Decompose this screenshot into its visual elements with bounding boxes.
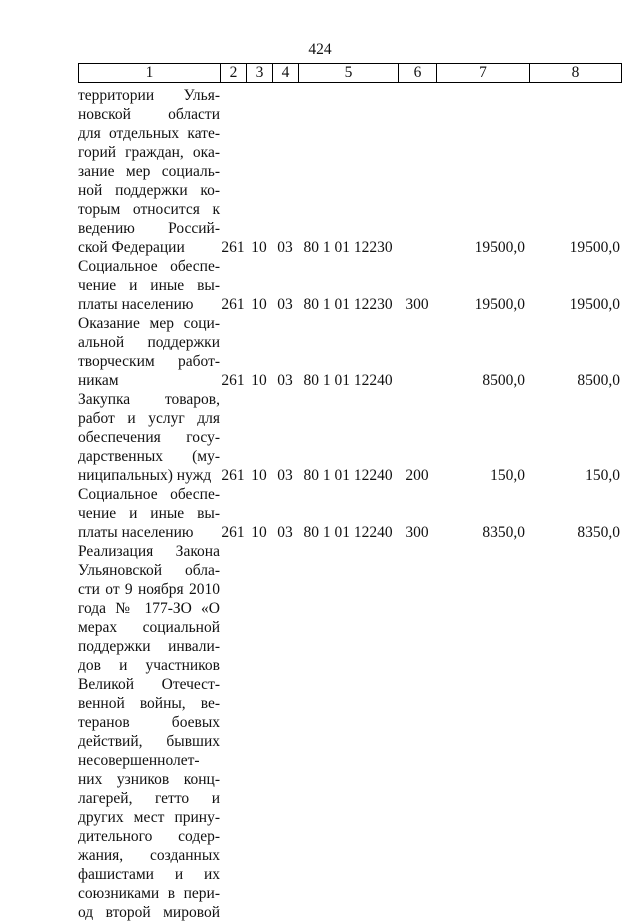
cell-col-6: 200 (405, 467, 429, 484)
column-header-2: 2 (221, 64, 247, 82)
description-line: Оказание мер соци- (78, 315, 220, 332)
column-header-7: 7 (437, 64, 530, 82)
table-row (78, 485, 622, 542)
cell-col-2 (220, 903, 246, 922)
row-description (78, 257, 220, 314)
cell-col-8: 19500,0 (569, 296, 620, 313)
description-line: зание мер социаль- (78, 163, 220, 180)
description-line: Реализация Закона (78, 543, 220, 560)
cell-col-6 (398, 903, 436, 922)
cell-col-8: 8500,0 (577, 372, 620, 389)
cell-col-2: 261 (221, 296, 245, 313)
cell-col-4: 03 (277, 372, 293, 389)
cell-col-6 (398, 238, 436, 257)
cell-col-7 (436, 903, 529, 922)
cell-col-8: 8350,0 (577, 524, 620, 541)
cell-col-7: 8500,0 (482, 372, 525, 389)
description-line: обеспечения госу- (78, 429, 220, 446)
column-header-6: 6 (399, 64, 437, 82)
cell-col-3: 10 (251, 239, 267, 256)
description-line: Социальное обеспе- (78, 486, 220, 503)
cell-col-8: 19500,0 (569, 239, 620, 256)
description-line: теранов боевых (78, 714, 220, 731)
cell-col-7: 19500,0 (474, 296, 525, 313)
description-line: Ульяновской обла- (78, 562, 220, 579)
description-line: Великой Отечест- (78, 676, 220, 693)
description-line: территории Улья- (78, 87, 220, 104)
cell-col-4: 03 (277, 296, 293, 313)
cell-col-2: 261 (221, 467, 245, 484)
description-line: для отдельных кате- (78, 125, 220, 142)
cell-col-6 (398, 371, 436, 390)
row-description (78, 485, 220, 542)
cell-col-4: 03 (277, 239, 293, 256)
description-line: ведению Россий- (78, 220, 220, 237)
description-line: творческим работ- (78, 353, 220, 370)
description-line: несовершеннолет- (78, 752, 200, 769)
description-line: ной поддержки ко- (78, 182, 220, 199)
description-line: чение и иные вы- (78, 277, 220, 294)
description-line: Социальное обеспе- (78, 258, 220, 275)
description-line: венной войны, ве- (78, 695, 220, 712)
table-row (78, 257, 622, 314)
cell-col-3: 10 (251, 524, 267, 541)
cell-col-6: 300 (405, 524, 429, 541)
cell-col-5: 80 1 01 12240 (303, 467, 393, 484)
description-line: торым относится к (78, 201, 220, 218)
row-description (78, 390, 220, 485)
description-line: союзниками в пери- (78, 885, 220, 902)
description-line: дительного содер- (78, 828, 220, 845)
row-description (78, 314, 220, 390)
cell-col-4: 03 (277, 524, 293, 541)
description-line: дов и участников (78, 657, 220, 674)
description-line: поддержки инвали- (78, 638, 220, 655)
description-line: них узников конц- (78, 771, 220, 788)
cell-col-2: 261 (221, 372, 245, 389)
description-line: горий граждан, ока- (78, 144, 220, 161)
description-line: платы населению (78, 524, 194, 541)
description-line: никам (78, 372, 119, 389)
cell-col-7: 150,0 (490, 467, 525, 484)
cell-col-2: 261 (221, 239, 245, 256)
table-row (78, 542, 622, 922)
description-line: альной поддержки (78, 334, 220, 351)
column-header-4: 4 (273, 64, 299, 82)
table-row (78, 314, 622, 390)
cell-col-6: 300 (405, 296, 429, 313)
description-line: дарственных (му- (78, 448, 220, 465)
cell-col-7: 8350,0 (482, 524, 525, 541)
cell-col-8: 150,0 (585, 467, 620, 484)
description-line: мерах социальной (78, 619, 220, 636)
description-line: чение и иные вы- (78, 505, 220, 522)
cell-col-5: 80 1 01 12230 (303, 296, 393, 313)
table-row (78, 86, 622, 257)
description-line: сти от 9 ноября 2010 (78, 581, 220, 598)
description-line: Закупка товаров, (78, 391, 220, 408)
cell-col-3: 10 (251, 467, 267, 484)
cell-col-2: 261 (221, 524, 245, 541)
description-line: платы населению (78, 296, 194, 313)
cell-col-3: 10 (251, 296, 267, 313)
row-description (78, 542, 220, 922)
description-line: ской Федерации (78, 239, 185, 256)
description-line: фашистами и их (78, 866, 220, 883)
description-line: жания, созданных (78, 847, 220, 864)
column-header-3: 3 (247, 64, 273, 82)
description-line: работ и услуг для (78, 410, 220, 427)
column-header-1: 1 (79, 64, 221, 82)
cell-col-5 (298, 903, 398, 922)
table-body (78, 86, 622, 922)
cell-col-5: 80 1 01 12240 (303, 524, 393, 541)
description-line: других мест прину- (78, 809, 220, 826)
cell-col-3 (246, 903, 272, 922)
page-number: 424 (308, 41, 332, 58)
description-line: года № 177-ЗО «О (78, 600, 220, 617)
row-description (78, 86, 220, 257)
description-line: ниципальных) нужд (78, 467, 212, 484)
description-line: од второй мировой (78, 904, 220, 921)
cell-col-4 (272, 903, 298, 922)
column-header-8: 8 (571, 64, 580, 81)
table-header (78, 63, 622, 83)
cell-col-8 (529, 903, 622, 922)
cell-col-7: 19500,0 (474, 239, 525, 256)
description-line: лагерей, гетто и (78, 790, 220, 807)
column-header-5: 5 (299, 64, 399, 82)
cell-col-5: 80 1 01 12230 (303, 239, 393, 256)
cell-col-3: 10 (251, 372, 267, 389)
cell-col-5: 80 1 01 12240 (303, 372, 393, 389)
description-line: действий, бывших (78, 733, 220, 750)
table-row (78, 390, 622, 485)
description-line: новской области (78, 106, 220, 123)
cell-col-4: 03 (277, 467, 293, 484)
